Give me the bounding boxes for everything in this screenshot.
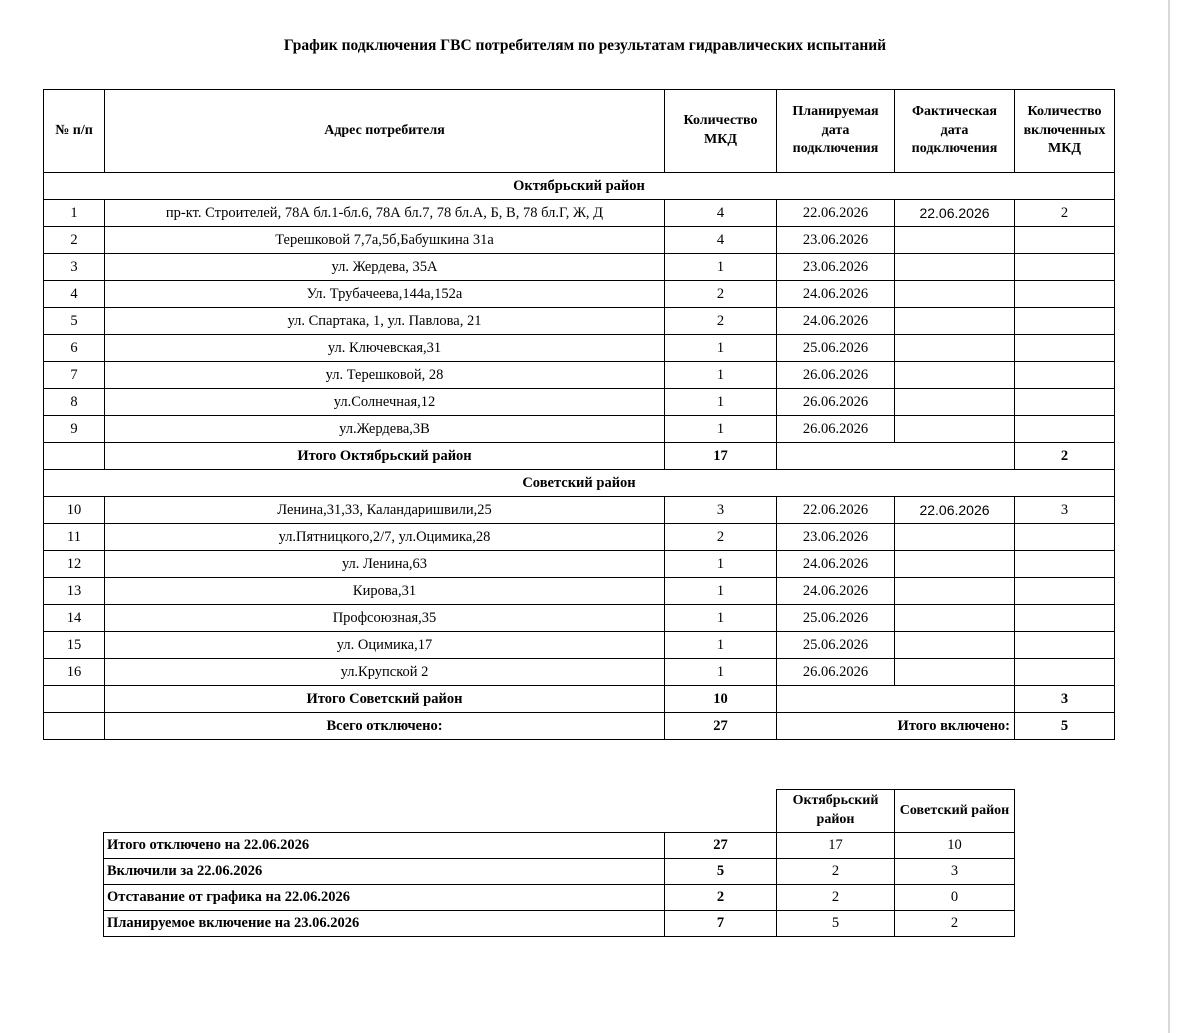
schedule-table xyxy=(43,89,1115,740)
header-count: Количество МКД xyxy=(665,90,777,173)
summary-sovetsky: 3 xyxy=(895,859,1015,885)
row-actual-date xyxy=(895,227,1015,254)
row-planned-date: 24.06.2026 xyxy=(777,578,895,605)
row-actual-date xyxy=(895,254,1015,281)
row-num: 4 xyxy=(44,281,105,308)
table-row xyxy=(44,389,1115,416)
row-actual-date: 22.06.2026 xyxy=(895,200,1015,227)
row-num: 3 xyxy=(44,254,105,281)
row-connected-count xyxy=(1015,551,1115,578)
summary-header-blank xyxy=(665,790,777,833)
grand-total-blank xyxy=(44,713,105,740)
subtotal-label: Итого Октябрьский район xyxy=(105,443,665,470)
row-planned-date: 25.06.2026 xyxy=(777,335,895,362)
row-planned-date: 26.06.2026 xyxy=(777,659,895,686)
summary-sovetsky: 2 xyxy=(895,911,1015,937)
header-planned-date: Планируемая дата подключения xyxy=(777,90,895,173)
summary-oktyabrsky: 5 xyxy=(777,911,895,937)
row-connected-count xyxy=(1015,605,1115,632)
summary-total: 5 xyxy=(665,859,777,885)
subtotal-count: 17 xyxy=(665,443,777,470)
row-num: 1 xyxy=(44,200,105,227)
grand-total-label: Всего отключено: xyxy=(105,713,665,740)
table-row xyxy=(44,497,1115,524)
row-connected-count xyxy=(1015,335,1115,362)
row-address: Профсоюзная,35 xyxy=(105,605,665,632)
district-name: Октябрьский район xyxy=(44,173,1115,200)
table-header-row xyxy=(44,90,1115,173)
table-row xyxy=(44,281,1115,308)
summary-label: Отставание от графика на 22.06.2026 xyxy=(104,885,665,911)
summary-sovetsky: 0 xyxy=(895,885,1015,911)
table-row xyxy=(44,416,1115,443)
row-planned-date: 25.06.2026 xyxy=(777,632,895,659)
row-connected-count xyxy=(1015,308,1115,335)
row-address: ул.Крупской 2 xyxy=(105,659,665,686)
summary-header-blank xyxy=(104,790,665,833)
table-row xyxy=(44,254,1115,281)
row-count: 1 xyxy=(665,605,777,632)
row-actual-date xyxy=(895,605,1015,632)
row-address: Ленина,31,33, Каландаришвили,25 xyxy=(105,497,665,524)
row-planned-date: 22.06.2026 xyxy=(777,497,895,524)
row-num: 11 xyxy=(44,524,105,551)
row-connected-count xyxy=(1015,578,1115,605)
row-planned-date: 26.06.2026 xyxy=(777,416,895,443)
row-planned-date: 26.06.2026 xyxy=(777,362,895,389)
row-num: 16 xyxy=(44,659,105,686)
table-row xyxy=(44,605,1115,632)
summary-header-oktyabrsky: Октябрьский район xyxy=(777,790,895,833)
row-planned-date: 23.06.2026 xyxy=(777,254,895,281)
subtotal-count: 10 xyxy=(665,686,777,713)
row-connected-count: 2 xyxy=(1015,200,1115,227)
row-planned-date: 24.06.2026 xyxy=(777,308,895,335)
row-connected-count xyxy=(1015,632,1115,659)
table-row xyxy=(44,335,1115,362)
summary-total: 2 xyxy=(665,885,777,911)
row-count: 4 xyxy=(665,227,777,254)
row-num: 15 xyxy=(44,632,105,659)
row-address: ул. Ленина,63 xyxy=(105,551,665,578)
subtotal-row xyxy=(44,443,1115,470)
table-row xyxy=(44,659,1115,686)
row-count: 1 xyxy=(665,389,777,416)
summary-row xyxy=(104,833,1015,859)
summary-header-row xyxy=(104,790,1015,833)
subtotal-blank xyxy=(44,443,105,470)
row-num: 7 xyxy=(44,362,105,389)
summary-oktyabrsky: 2 xyxy=(777,885,895,911)
row-num: 9 xyxy=(44,416,105,443)
summary-row xyxy=(104,911,1015,937)
subtotal-connected: 3 xyxy=(1015,686,1115,713)
row-address: Ул. Трубачеева,144а,152а xyxy=(105,281,665,308)
row-actual-date xyxy=(895,281,1015,308)
summary-total: 27 xyxy=(665,833,777,859)
row-planned-date: 24.06.2026 xyxy=(777,281,895,308)
district-row xyxy=(44,470,1115,497)
row-connected-count xyxy=(1015,281,1115,308)
header-connected-count: Количество включенных МКД xyxy=(1015,90,1115,173)
row-count: 2 xyxy=(665,524,777,551)
row-num: 8 xyxy=(44,389,105,416)
row-planned-date: 22.06.2026 xyxy=(777,200,895,227)
subtotal-label: Итого Советский район xyxy=(105,686,665,713)
table-row xyxy=(44,524,1115,551)
row-address: Терешковой 7,7а,5б,Бабушкина 31а xyxy=(105,227,665,254)
row-count: 1 xyxy=(665,659,777,686)
summary-table xyxy=(103,789,1015,937)
district-name: Советский район xyxy=(44,470,1115,497)
row-count: 1 xyxy=(665,416,777,443)
row-address: ул.Пятницкого,2/7, ул.Оцимика,28 xyxy=(105,524,665,551)
row-actual-date: 22.06.2026 xyxy=(895,497,1015,524)
row-address: ул. Терешковой, 28 xyxy=(105,362,665,389)
row-address: Кирова,31 xyxy=(105,578,665,605)
subtotal-row xyxy=(44,686,1115,713)
table-row xyxy=(44,551,1115,578)
table-row xyxy=(44,200,1115,227)
summary-oktyabrsky: 2 xyxy=(777,859,895,885)
row-count: 4 xyxy=(665,200,777,227)
header-address: Адрес потребителя xyxy=(105,90,665,173)
table-row xyxy=(44,578,1115,605)
row-actual-date xyxy=(895,362,1015,389)
summary-sovetsky: 10 xyxy=(895,833,1015,859)
page-edge xyxy=(1168,0,1170,1033)
row-actual-date xyxy=(895,578,1015,605)
table-row xyxy=(44,632,1115,659)
row-planned-date: 26.06.2026 xyxy=(777,389,895,416)
row-planned-date: 23.06.2026 xyxy=(777,524,895,551)
header-actual-date: Фактическая дата подключения xyxy=(895,90,1015,173)
grand-total-row xyxy=(44,713,1115,740)
row-address: ул. Оцимика,17 xyxy=(105,632,665,659)
row-count: 1 xyxy=(665,335,777,362)
subtotal-blank-dates xyxy=(777,686,1015,713)
row-count: 3 xyxy=(665,497,777,524)
district-row xyxy=(44,173,1115,200)
document-title: График подключения ГВС потребителям по результатам гидравлических испытаний xyxy=(283,37,887,54)
row-actual-date xyxy=(895,524,1015,551)
summary-row xyxy=(104,859,1015,885)
row-address: ул. Ключевская,31 xyxy=(105,335,665,362)
summary-row xyxy=(104,885,1015,911)
row-connected-count xyxy=(1015,524,1115,551)
summary-label: Планируемое включение на 23.06.2026 xyxy=(104,911,665,937)
row-actual-date xyxy=(895,389,1015,416)
grand-total-count: 27 xyxy=(665,713,777,740)
grand-total-connected: 5 xyxy=(1015,713,1115,740)
row-num: 13 xyxy=(44,578,105,605)
row-connected-count xyxy=(1015,362,1115,389)
header-num: № п/п xyxy=(44,90,105,173)
row-connected-count: 3 xyxy=(1015,497,1115,524)
row-actual-date xyxy=(895,335,1015,362)
subtotal-blank-dates xyxy=(777,443,1015,470)
summary-total: 7 xyxy=(665,911,777,937)
subtotal-connected: 2 xyxy=(1015,443,1115,470)
row-count: 1 xyxy=(665,362,777,389)
row-num: 2 xyxy=(44,227,105,254)
row-connected-count xyxy=(1015,389,1115,416)
row-actual-date xyxy=(895,308,1015,335)
row-actual-date xyxy=(895,416,1015,443)
row-count: 2 xyxy=(665,308,777,335)
row-actual-date xyxy=(895,551,1015,578)
row-count: 1 xyxy=(665,551,777,578)
row-connected-count xyxy=(1015,416,1115,443)
row-planned-date: 23.06.2026 xyxy=(777,227,895,254)
row-count: 1 xyxy=(665,578,777,605)
summary-label: Итого отключено на 22.06.2026 xyxy=(104,833,665,859)
row-count: 2 xyxy=(665,281,777,308)
row-address: ул. Жердева, 35А xyxy=(105,254,665,281)
row-actual-date xyxy=(895,659,1015,686)
subtotal-blank xyxy=(44,686,105,713)
row-count: 1 xyxy=(665,632,777,659)
row-num: 5 xyxy=(44,308,105,335)
row-planned-date: 25.06.2026 xyxy=(777,605,895,632)
row-count: 1 xyxy=(665,254,777,281)
summary-header-sovetsky: Советский район xyxy=(895,790,1015,833)
row-planned-date: 24.06.2026 xyxy=(777,551,895,578)
row-connected-count xyxy=(1015,227,1115,254)
row-address: ул.Солнечная,12 xyxy=(105,389,665,416)
row-num: 6 xyxy=(44,335,105,362)
summary-oktyabrsky: 17 xyxy=(777,833,895,859)
row-num: 14 xyxy=(44,605,105,632)
row-connected-count xyxy=(1015,254,1115,281)
row-connected-count xyxy=(1015,659,1115,686)
row-num: 12 xyxy=(44,551,105,578)
row-address: ул. Спартака, 1, ул. Павлова, 21 xyxy=(105,308,665,335)
row-address: пр-кт. Строителей, 78А бл.1-бл.6, 78А бл.7, 78 бл.А, Б, В, 78 бл.Г, Ж, Д xyxy=(105,200,665,227)
row-address: ул.Жердева,3В xyxy=(105,416,665,443)
table-row xyxy=(44,362,1115,389)
row-num: 10 xyxy=(44,497,105,524)
table-row xyxy=(44,308,1115,335)
grand-total-connected-label: Итого включено: xyxy=(777,713,1015,740)
table-row xyxy=(44,227,1115,254)
summary-label: Включили за 22.06.2026 xyxy=(104,859,665,885)
row-actual-date xyxy=(895,632,1015,659)
